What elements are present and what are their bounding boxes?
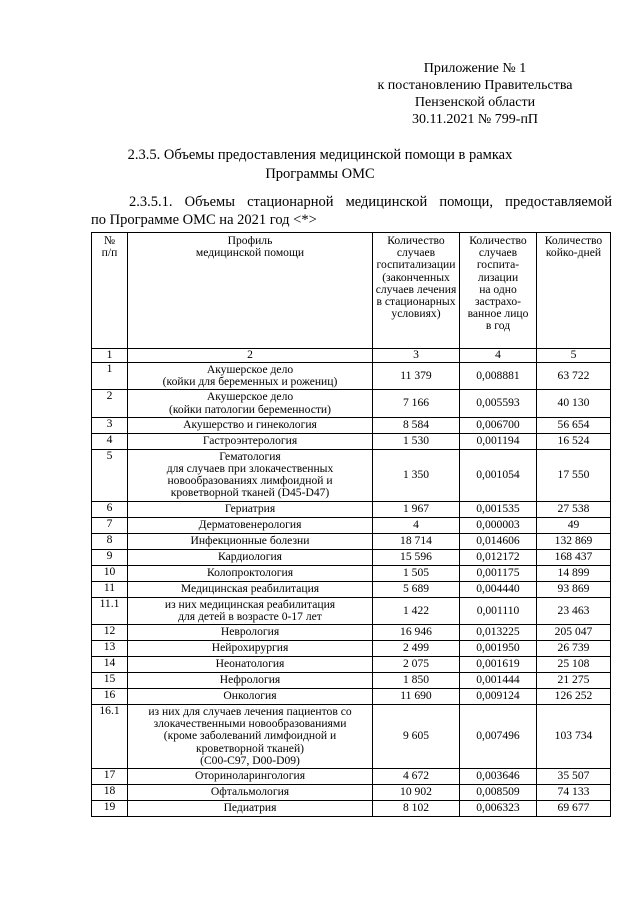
cases-cell: 1 350 (373, 449, 460, 501)
cases-cell: 1 530 (373, 433, 460, 449)
cases-cell: 15 596 (373, 549, 460, 565)
table-row (92, 533, 611, 549)
profile-line: (койки для беременных и рожениц) (162, 375, 338, 389)
column-number-cell: 1 (92, 349, 128, 363)
per-insured-cell: 0,004440 (460, 581, 537, 597)
profile-line: злокачественными новообразованиями (153, 717, 347, 731)
bed-days-cell: 74 133 (537, 784, 611, 800)
profile-line: Колопроктология (206, 565, 294, 579)
row-number-cell: 14 (92, 656, 128, 672)
per-insured-cell: 0,009124 (460, 688, 537, 704)
cases-cell: 5 689 (373, 581, 460, 597)
profile-line: Гастроэнтерология (202, 434, 298, 448)
bed-days-cell: 103 734 (537, 704, 611, 768)
profile-line: (койки патологии беременности) (169, 402, 331, 416)
profile-cell (128, 704, 373, 768)
header-line: (законченных (382, 270, 450, 284)
profile-line: Акушерское дело (206, 390, 294, 404)
row-number-cell: 19 (92, 800, 128, 816)
profile-cell (128, 800, 373, 816)
row-number-cell: 9 (92, 549, 128, 565)
row-number-cell: 5 (92, 449, 128, 501)
profile-cell (128, 597, 373, 624)
annex-line: Пензенской области (414, 95, 536, 110)
table-row (92, 656, 611, 672)
bed-days-cell: 93 869 (537, 581, 611, 597)
annex-date-line: 30.11.2021 № 799-пП (411, 112, 539, 127)
profile-cell (128, 417, 373, 433)
profile-line: Оториноларингология (194, 769, 306, 783)
per-insured-cell: 0,014606 (460, 533, 537, 549)
per-insured-cell: 0,007496 (460, 704, 537, 768)
row-number-cell: 16.1 (92, 704, 128, 768)
header-line: случаев лечения (375, 282, 457, 296)
profile-line: для случаев при злокачественных (166, 461, 334, 475)
bed-days-cell: 21 275 (537, 672, 611, 688)
profile-line: Нейрохирургия (211, 641, 289, 655)
header-line: Профиль (227, 234, 273, 247)
table-row (92, 704, 611, 768)
header-line: случаев (478, 246, 518, 260)
profile-line: кроветворной тканей (D45-D47) (170, 486, 330, 500)
header-line: случаев (396, 246, 436, 260)
cases-cell: 8 584 (373, 417, 460, 433)
header-line: госпитализации (376, 258, 456, 272)
bed-days-cell: 69 677 (537, 800, 611, 816)
table-row (92, 501, 611, 517)
table-row (92, 417, 611, 433)
row-number-cell: 7 (92, 517, 128, 533)
profile-cell (128, 549, 373, 565)
profile-cell (128, 624, 373, 640)
cases-cell: 1 850 (373, 672, 460, 688)
profile-line: Онкология (223, 689, 277, 703)
cases-cell: 8 102 (373, 800, 460, 816)
cases-cell: 1 967 (373, 501, 460, 517)
row-number-cell: 2 (92, 390, 128, 417)
profile-cell (128, 533, 373, 549)
profile-line: Медицинская реабилитация (180, 581, 320, 595)
bed-days-cell: 126 252 (537, 688, 611, 704)
annex-block (340, 60, 610, 128)
per-insured-cell: 0,006700 (460, 417, 537, 433)
per-insured-cell: 0,008509 (460, 784, 537, 800)
row-number-cell: 6 (92, 501, 128, 517)
per-insured-cell: 0,012172 (460, 549, 537, 565)
bed-days-cell: 14 899 (537, 565, 611, 581)
table-row (92, 672, 611, 688)
table-row (92, 688, 611, 704)
header-line: медицинской помощи (195, 246, 305, 260)
column-number-cell: 5 (537, 349, 611, 363)
bed-days-cell: 35 507 (537, 768, 611, 784)
table-row (92, 640, 611, 656)
subsection-line: 2.3.5.1. Объемы стационарной медицинской помощи, предоставляемой (129, 194, 612, 210)
row-number-cell: 8 (92, 533, 128, 549)
row-number-cell: 17 (92, 768, 128, 784)
subsection-line: по Программе ОМС на 2021 год <*> (91, 212, 317, 228)
per-insured-cell: 0,001619 (460, 656, 537, 672)
profile-line: Педиатрия (223, 801, 277, 815)
header-line: Количество (544, 234, 603, 247)
profile-line: Неврология (220, 625, 280, 639)
table-header-row (92, 233, 611, 349)
cases-cell: 10 902 (373, 784, 460, 800)
row-number-cell: 12 (92, 624, 128, 640)
profile-line: новообразованиях лимфоидной и (167, 474, 333, 488)
column-number-cell: 2 (128, 349, 373, 363)
section-title-line: 2.3.5. Объемы предоставления медицинской помощи в рамках (127, 147, 513, 163)
per-insured-cell: 0,003646 (460, 768, 537, 784)
cases-cell: 18 714 (373, 533, 460, 549)
header-cell-per-insured (460, 233, 537, 349)
bed-days-cell: 49 (537, 517, 611, 533)
profile-cell (128, 640, 373, 656)
per-insured-cell: 0,001535 (460, 501, 537, 517)
table-row (92, 784, 611, 800)
profile-line: (кроме заболеваний лимфоидной и (163, 729, 337, 743)
column-number-cell: 3 (373, 349, 460, 363)
bed-days-cell: 168 437 (537, 549, 611, 565)
table-row (92, 800, 611, 816)
bed-days-cell: 16 524 (537, 433, 611, 449)
profile-line: из них медицинская реабилитация (164, 597, 336, 611)
per-insured-cell: 0,001110 (460, 597, 537, 624)
column-number-row (92, 349, 611, 363)
row-number-cell: 11.1 (92, 597, 128, 624)
per-insured-cell: 0,001194 (460, 433, 537, 449)
row-number-cell: 3 (92, 417, 128, 433)
per-insured-cell: 0,006323 (460, 800, 537, 816)
per-insured-cell: 0,008881 (460, 363, 537, 390)
table-row (92, 363, 611, 390)
row-number-cell: 1 (92, 363, 128, 390)
table-row (92, 449, 611, 501)
profile-line: Офтальмология (210, 785, 290, 799)
volumes-table (91, 232, 611, 817)
profile-cell (128, 449, 373, 501)
cases-cell: 11 690 (373, 688, 460, 704)
header-line: в стационарных (376, 295, 456, 309)
profile-line: (C00-C97, D00-D09) (200, 753, 300, 767)
row-number-cell: 15 (92, 672, 128, 688)
bed-days-cell: 40 130 (537, 390, 611, 417)
row-number-cell: 13 (92, 640, 128, 656)
profile-line: Инфекционные болезни (190, 533, 310, 547)
profile-line: для детей в возрасте 0-17 лет (178, 609, 322, 623)
table-row (92, 597, 611, 624)
header-line: п/п (101, 246, 118, 260)
profile-cell (128, 390, 373, 417)
per-insured-cell: 0,005593 (460, 390, 537, 417)
bed-days-cell: 27 538 (537, 501, 611, 517)
profile-line: Кардиология (218, 549, 282, 563)
profile-cell (128, 501, 373, 517)
table-body (92, 349, 611, 817)
profile-line: Гематология (219, 449, 281, 463)
row-number-cell: 18 (92, 784, 128, 800)
bed-days-cell: 25 108 (537, 656, 611, 672)
table-row (92, 517, 611, 533)
header-line: ванное лицо (467, 307, 529, 321)
profile-line: Гериатрия (224, 501, 276, 515)
per-insured-cell: 0,001950 (460, 640, 537, 656)
header-line: койко-дней (545, 246, 602, 260)
profile-line: Неонатология (215, 657, 285, 671)
header-line: лизации (477, 270, 519, 284)
table-row (92, 549, 611, 565)
table-row (92, 565, 611, 581)
header-cell-number (92, 233, 128, 349)
row-number-cell: 16 (92, 688, 128, 704)
table-row (92, 390, 611, 417)
section-heading (80, 146, 560, 184)
cases-cell: 4 672 (373, 768, 460, 784)
header-cell-bed-days (537, 233, 611, 349)
cases-cell: 9 605 (373, 704, 460, 768)
annex-line: Приложение № 1 (423, 61, 527, 76)
profile-line: Дерматовенерология (198, 517, 302, 531)
per-insured-cell: 0,013225 (460, 624, 537, 640)
bed-days-cell: 56 654 (537, 417, 611, 433)
section-title-line: Программы ОМС (265, 166, 375, 182)
profile-cell (128, 433, 373, 449)
profile-line: из них для случаев лечения пациентов со (148, 704, 352, 718)
table-row (92, 581, 611, 597)
bed-days-cell: 205 047 (537, 624, 611, 640)
profile-cell (128, 581, 373, 597)
cases-cell: 2 499 (373, 640, 460, 656)
bed-days-cell: 63 722 (537, 363, 611, 390)
profile-line: Акушерство и гинекология (183, 418, 317, 432)
bed-days-cell: 23 463 (537, 597, 611, 624)
table-row (92, 768, 611, 784)
annex-line: к постановлению Правительства (377, 78, 573, 93)
per-insured-cell: 0,000003 (460, 517, 537, 533)
profile-cell (128, 565, 373, 581)
subsection-paragraph (91, 193, 612, 229)
header-line: Количество (387, 234, 445, 247)
table-row (92, 624, 611, 640)
header-line: госпита- (476, 258, 520, 272)
header-line: Количество (469, 234, 527, 247)
header-line: на одно (479, 282, 517, 296)
cases-cell: 16 946 (373, 624, 460, 640)
header-line: № (103, 234, 116, 247)
header-cell-cases (373, 233, 460, 349)
cases-cell: 1 505 (373, 565, 460, 581)
header-cell-profile (128, 233, 373, 349)
per-insured-cell: 0,001444 (460, 672, 537, 688)
per-insured-cell: 0,001175 (460, 565, 537, 581)
profile-line: Акушерское дело (206, 362, 294, 376)
header-line: условиях) (391, 307, 441, 321)
cases-cell: 11 379 (373, 363, 460, 390)
bed-days-cell: 17 550 (537, 449, 611, 501)
header-line: в год (485, 319, 511, 333)
cases-cell: 7 166 (373, 390, 460, 417)
cases-cell: 4 (373, 517, 460, 533)
header-line: застрахо- (474, 295, 522, 309)
cases-cell: 1 422 (373, 597, 460, 624)
cases-cell: 2 075 (373, 656, 460, 672)
profile-cell (128, 784, 373, 800)
row-number-cell: 11 (92, 581, 128, 597)
column-number-cell: 4 (460, 349, 537, 363)
profile-cell (128, 688, 373, 704)
row-number-cell: 4 (92, 433, 128, 449)
profile-cell (128, 672, 373, 688)
row-number-cell: 10 (92, 565, 128, 581)
profile-line: кроветворной тканей) (195, 741, 305, 755)
profile-cell (128, 363, 373, 390)
bed-days-cell: 132 869 (537, 533, 611, 549)
profile-line: Нефрология (219, 673, 281, 687)
table-row (92, 433, 611, 449)
per-insured-cell: 0,001054 (460, 449, 537, 501)
bed-days-cell: 26 739 (537, 640, 611, 656)
profile-cell (128, 656, 373, 672)
profile-cell (128, 768, 373, 784)
profile-cell (128, 517, 373, 533)
